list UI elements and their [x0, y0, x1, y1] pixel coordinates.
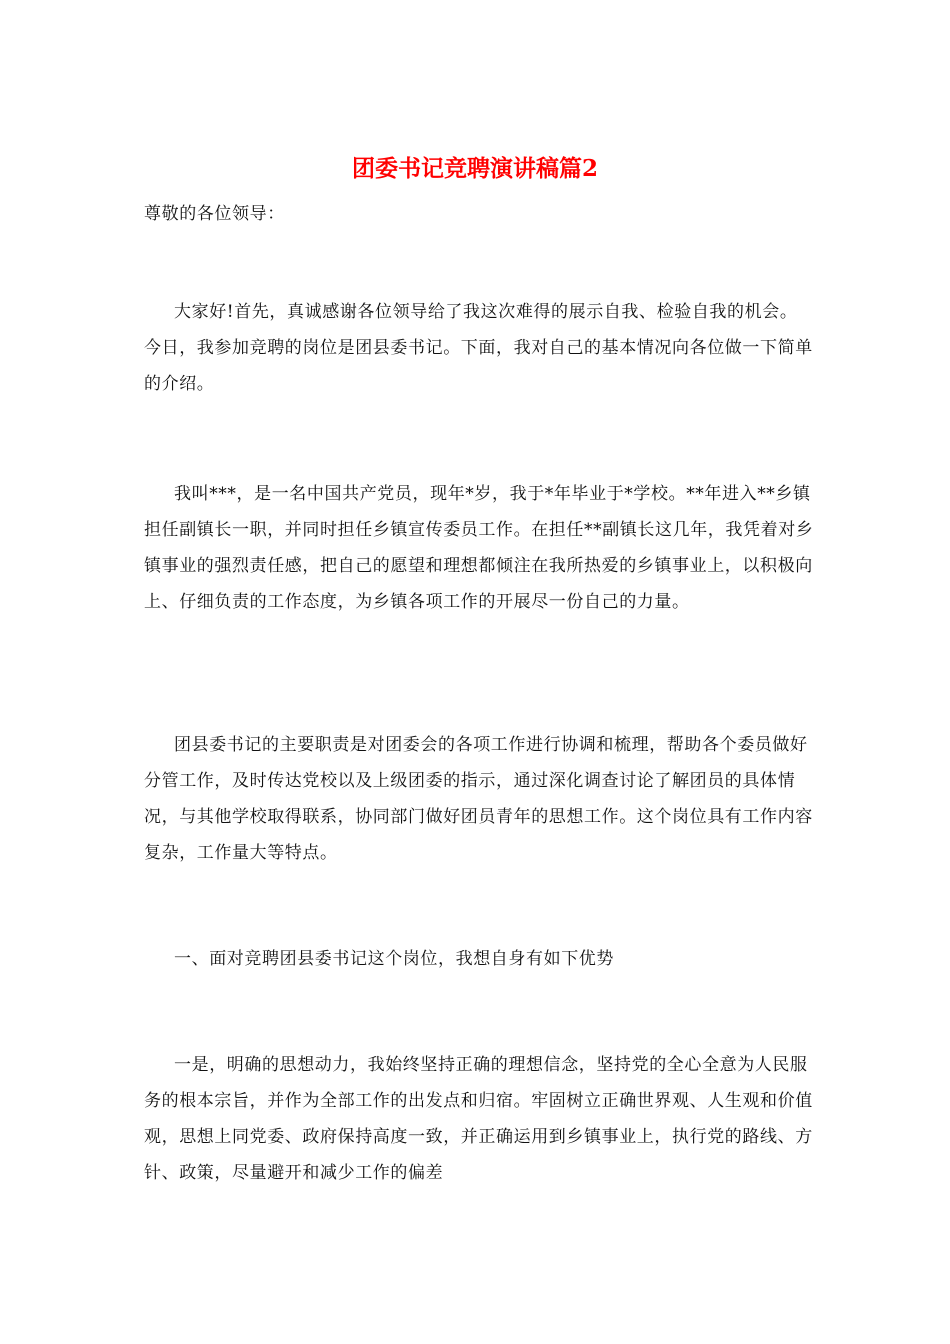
- paragraph-background: 我叫***，是一名中国共产党员，现年*岁，我于*年毕业于*学校。**年进入**乡镇担任副镇长一职，并同时担任乡镇宣传委员工作。在担任**副镇长这几年，我凭着对乡镇事业的强烈责任感，把自己的愿望和理想都倾注在我所热爱的乡镇事业上，以积极向上、仔细负责的工作态度，为乡镇各项工作的开展尽一份自己的力量。: [144, 484, 814, 612]
- paragraph-intro: 大家好!首先，真诚感谢各位领导给了我这次难得的展示自我、检验自我的机会。今日，我参加竞聘的岗位是团县委书记。下面，我对自己的基本情况向各位做一下简单的介绍。: [144, 302, 813, 394]
- section-heading-advantages: 一、面对竞聘团县委书记这个岗位，我想自身有如下优势: [174, 949, 614, 969]
- paragraph-duties: 团县委书记的主要职责是对团委会的各项工作进行协调和梳理，帮助各个委员做好分管工作，及时传达党校以及上级团委的指示，通过深化调查讨论了解团员的具体情况，与其他学校取得联系，协同部门做好团员青年的思想工作。这个岗位具有工作内容复杂，工作量大等特点。: [144, 735, 813, 863]
- document-title: 团委书记竞聘演讲稿篇2: [351, 155, 598, 182]
- salutation: 尊敬的各位领导：: [144, 204, 285, 224]
- paragraph-advantage-one: 一是，明确的思想动力，我始终坚持正确的理想信念，坚持党的全心全意为人民服务的根本宗旨，并作为全部工作的出发点和归宿。牢固树立正确世界观、人生观和价值观，思想上同党委、政府保持高度一致，并正确运用到乡镇事业上，执行党的路线、方针、政策，尽量避开和减少工作的偏差: [144, 1055, 813, 1183]
